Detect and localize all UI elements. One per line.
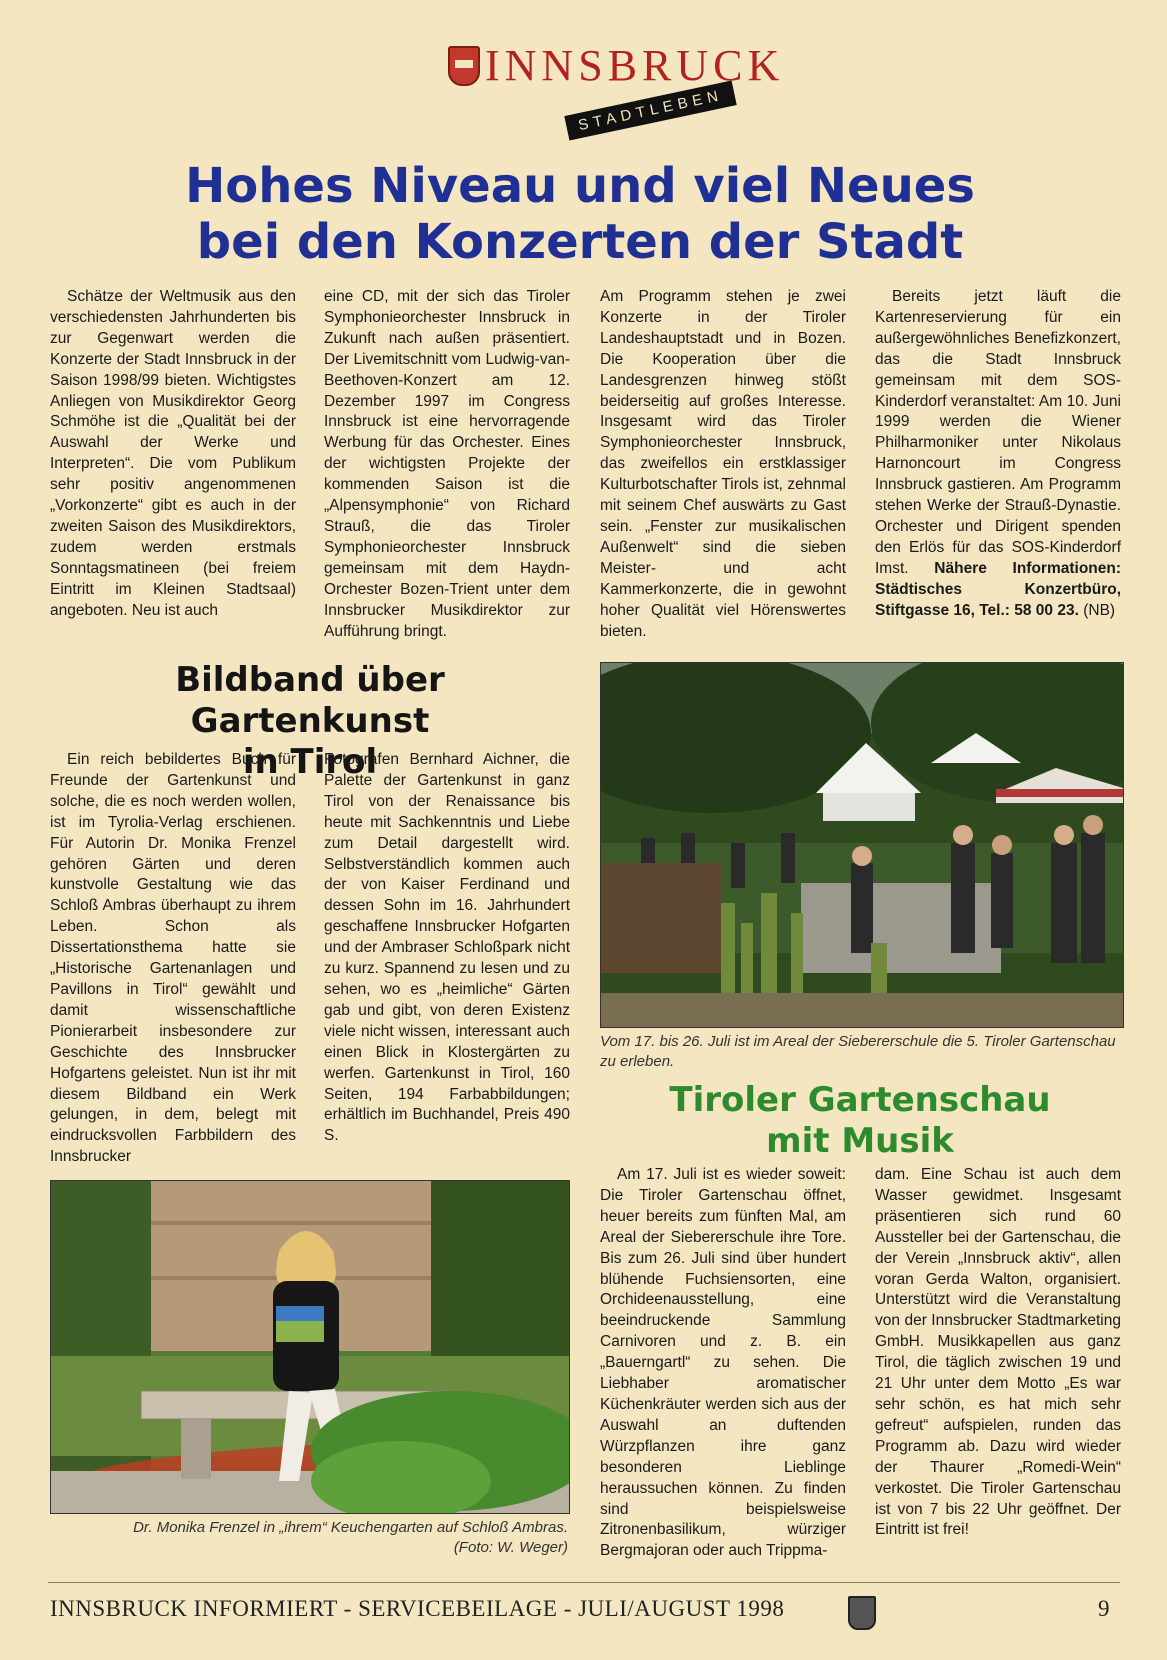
headline-line: mit Musik bbox=[766, 1121, 954, 1161]
article-column bbox=[875, 287, 1121, 622]
masthead bbox=[445, 40, 785, 135]
photo-monika-frenzel bbox=[50, 1180, 570, 1514]
article-column bbox=[50, 287, 296, 622]
article-text bbox=[875, 287, 1121, 622]
footer-crest-icon bbox=[848, 1596, 876, 1630]
page-number: 9 bbox=[1098, 1596, 1110, 1621]
gartenschau-headline bbox=[600, 1080, 1120, 1162]
headline-line: bei den Konzerten der Stadt bbox=[196, 214, 964, 270]
photo-gartenschau-illustration bbox=[601, 663, 1123, 1027]
headline-line: Hohes Niveau und viel Neues bbox=[185, 158, 975, 214]
masthead-subtitle: STADTLEBEN bbox=[564, 80, 737, 140]
author-initials: (NB) bbox=[1083, 601, 1116, 619]
photo-caption-frenzel bbox=[50, 1518, 568, 1558]
article-column bbox=[600, 1165, 846, 1562]
article-column bbox=[324, 287, 570, 642]
article-text: Am Programm stehen je zwei Konzerte in der Tiroler Landeshauptstadt und in Bozen. Die Kooperation über die Landesgrenzen hinweg stößt beiderseitig auf großes Interesse. Insgesamt wird das Tiroler Symphonieorchester Innsbruck, das zweifellos ein erstklassiger Kulturbotschafter Tirols ist, zehnmal mit seinem Chef auswärts zu Gast sein. „Fenster zur musikalischen Außenwelt“ sind die sieben Meister- und acht Kammerkonzerte, die in gewohnt hoher Qualität viel Hörenswertes bieten. bbox=[600, 288, 846, 640]
article-text: Fotografen Bernhard Aichner, die Palette der Gartenkunst in ganz Tirol von der Renaissance bis heute mit Sachkenntnis und Liebe zum Detail dargestellt wird. Selbstverständlich kommen auch der von Kaiser Ferdinand und dessen Sohn im 16. Jahrhundert geschaffene Innsbrucker Hofgarten und der Ambraser Schloßpark nicht zu kurz. Spannend zu lesen und zu sehen, wo es „heimliche“ Gärten gab und gibt, von deren Existenz viele nicht wissen, interessant auch einen Blick in Klostergärten zu werfen. Gartenkunst in Tirol, 160 Seiten, 194 Farbabbildungen; erhältlich im Buchhandel, Preis 490 S. bbox=[324, 751, 570, 1145]
article-text-body: Bereits jetzt läuft die Kartenreservierung für ein außergewöhnliches Benefizkonzert, das die Stadt Innsbruck gemeinsam mit dem SOS-Kinderdorf veranstaltet: Am 10. Juni 1999 werden die Wiener Philharmoniker unter Nikolaus Harnoncourt im Congress Innsbruck gastieren. Am Programm stehen Werke der Strauß-Dynastie. Orchester und Dirigent spenden den Erlös für das SOS-Kinderdorf Imst. bbox=[875, 288, 1121, 577]
article-column bbox=[875, 1165, 1121, 1541]
article-column bbox=[50, 750, 296, 1168]
article-text: Ein reich bebildertes Buch für Freunde der Gartenkunst und solche, die es noch werden wollen, ist im Tyrolia-Verlag erschienen. Für Autorin Dr. Monika Frenzel gehören Gärten und deren kunstvolle Gestaltung wie das Schloß Ambras überhaupt zu ihrem Leben. Schon als Dissertationsthema hatte sie „Historische Gartenanlagen und Pavillons in Tirol“ gewählt und damit wissenschaftliche Pionierarbeit insbesondere zur Geschichte des Innsbrucker Hofgartens geleistet. Nun ist ihr mit diesem Bildband ein Werk gelungen, in dem, belegt mit eindrucksvollen Farbbildern des Innsbrucker bbox=[50, 751, 296, 1166]
footer-publication: INNSBRUCK INFORMIERT - SERVICEBEILAGE - JULI/AUGUST 1998 bbox=[50, 1596, 785, 1621]
contact-info: Nähere Informationen: Städtisches Konzertbüro, Stiftgasse 16, Tel.: 58 00 23. bbox=[875, 559, 1122, 619]
article-text: Am 17. Juli ist es wieder soweit: Die Tiroler Gartenschau öffnet, heuer bereits zum fünften Mal, am Areal der Siebererschule ihre Tore. Bis zum 26. Juli sind über hundert blühende Fuchsiensorten, eine Orchideenausstellung, eine beeindruckende Sammlung Carnivoren und z. B. ein „Bauerngartl“ zu sehen. Die Liebhaber aromatischer Küchenkräuter werden sich aus der Auswahl an duftenden Würzpflanzen ihre ganz besonderen Lieblinge heraussuchen können. Zu finden sind beispielsweise Zitronenbasilikum, würziger Bergmajoran oder auch Trippma- bbox=[600, 1166, 846, 1560]
article-text: eine CD, mit der sich das Tiroler Symphonieorchester Innsbruck in Zukunft nach außen präsentiert. Der Livemitschnitt vom Ludwig-van-Beethoven-Konzert am 12. Dezember 1997 im Congress Innsbruck ist eine hervorragende Werbung für das Orchester. Eines der wichtigsten Projekte der kommenden Saison ist die „Alpensymphonie“ von Richard Strauß, die das Tiroler Symphonieorchester Innsbruck gemeinsam mit dem Haydn-Orchester Bozen-Trient unter dem Innsbrucker Musikdirektor zur Aufführung bringt. bbox=[324, 288, 570, 640]
article-column bbox=[600, 287, 846, 642]
photo-frenzel-illustration bbox=[51, 1181, 569, 1513]
masthead-title: INNSBRUCK bbox=[485, 41, 785, 90]
caption-line: Dr. Monika Frenzel in „ihrem“ Keuchengarten auf Schloß Ambras. bbox=[133, 1519, 568, 1536]
footer-divider bbox=[48, 1582, 1120, 1583]
article-column bbox=[324, 750, 570, 1147]
photo-gartenschau bbox=[600, 662, 1124, 1028]
headline-line: in Tirol bbox=[242, 742, 378, 782]
main-headline bbox=[80, 158, 1080, 270]
innsbruck-crest-icon bbox=[448, 46, 480, 86]
headline-line: Tiroler Gartenschau bbox=[669, 1080, 1051, 1120]
photo-credit: (Foto: W. Weger) bbox=[453, 1539, 568, 1556]
photo-caption-gartenschau: Vom 17. bis 26. Juli ist im Areal der Siebererschule die 5. Tiroler Gartenschau zu erleben. bbox=[600, 1033, 1116, 1070]
article-text: Schätze der Weltmusik aus den verschiedensten Jahrhunderten bis zur Gegenwart werden die Konzerte der Stadt Innsbruck in der Saison 1998/99 bieten. Wichtigstes Anliegen von Musikdirektor Georg Schmöhe ist die „Qualität bei der Auswahl der Werke und Interpreten“. Die vom Publikum sehr positiv angenommenen „Vorkonzerte“ gibt es auch in der zweiten Saison des Musikdirektors, zudem werden erstmals Sonntagsmatineen (bei freiem Eintritt im Kleinen Stadtsaal) angeboten. Neu ist auch bbox=[50, 288, 296, 619]
article-text: dam. Eine Schau ist auch dem Wasser gewidmet. Insgesamt präsentieren sich rund 60 Aussteller bei der Gartenschau, die der Verein „Innsbruck aktiv“, allen voran Gerda Walton, organisiert. Unterstützt wird die Veranstaltung von der Innsbrucker Stadtmarketing GmbH. Musikkapellen aus ganz Tirol, die täglich zwischen 19 und 21 Uhr unter dem Motto „Es war sehr schön, es hat mich sehr gefreut“ aufspielen, runden das Programm ab. Dazu wird wieder der Thaurer „Romedi-Wein“ verkostet. Die Tiroler Gartenschau ist von 7 bis 22 Uhr geöffnet. Der Eintritt ist frei! bbox=[875, 1166, 1121, 1539]
headline-line: Bildband über Gartenkunst bbox=[175, 660, 445, 741]
